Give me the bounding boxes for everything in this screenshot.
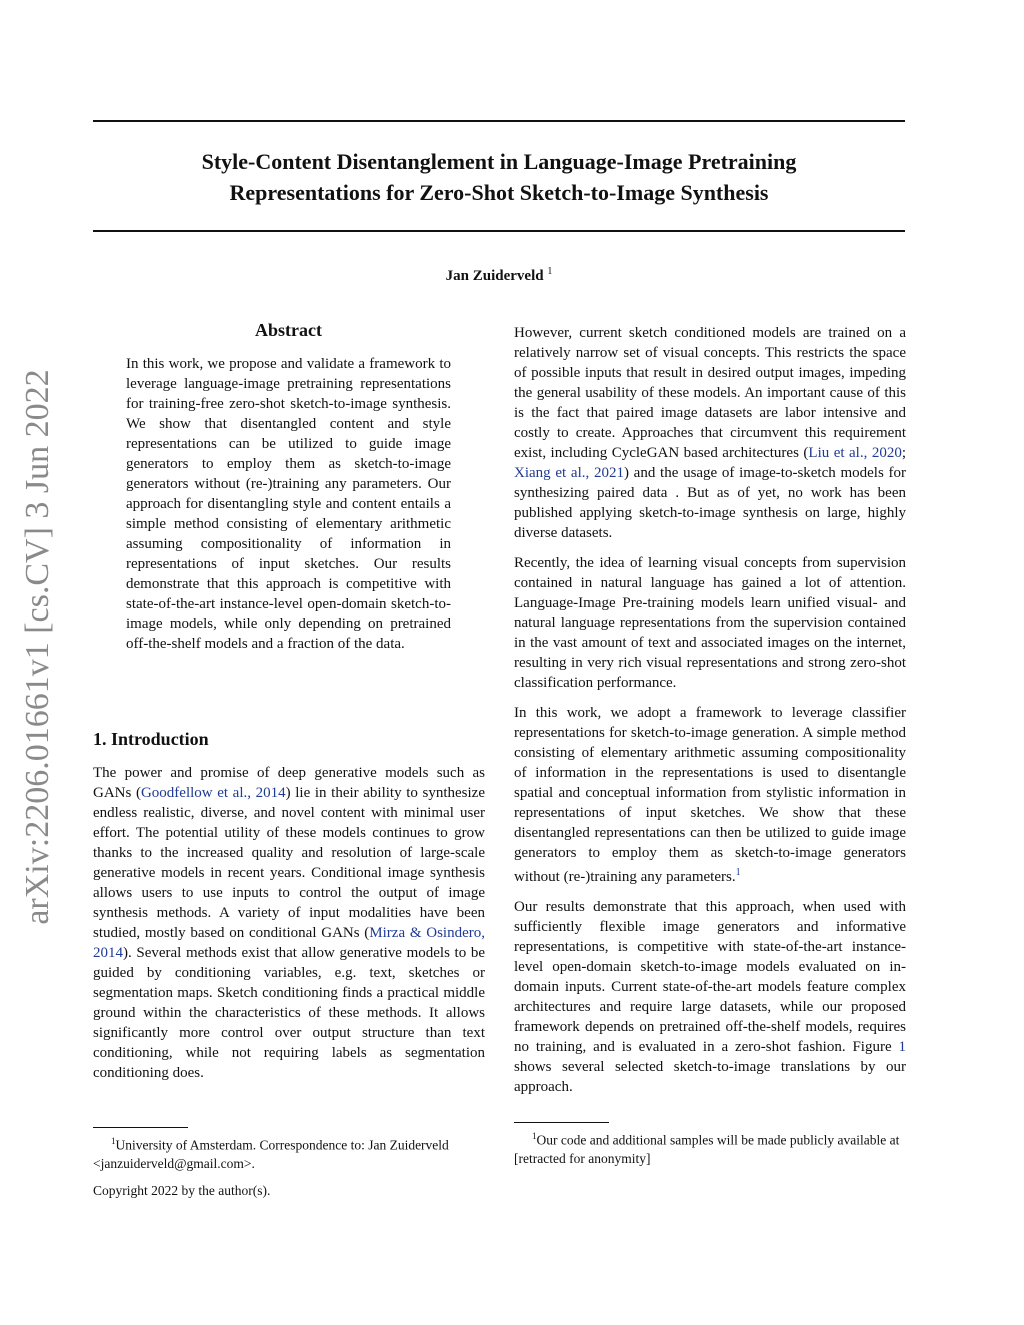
left-footnote-text: University of Amsterdam. Correspondence to: Jan Zuiderveld <janzuiderveld@gmail.com>. — [93, 1137, 449, 1171]
citation-xiang[interactable]: Xiang et al., 2021 — [514, 465, 624, 481]
copyright-note: Copyright 2022 by the author(s). — [93, 1183, 271, 1198]
right-column-body — [514, 323, 906, 1107]
citation-mirza[interactable]: Mirza & Osindero, 2014 — [93, 925, 485, 961]
figure-ref-1[interactable]: 1 — [898, 1039, 906, 1055]
left-footnote-mark: 1 — [111, 1136, 116, 1146]
title-line-2: Representations for Zero-Shot Sketch-to-Image Synthesis — [229, 180, 769, 205]
introduction-body — [93, 763, 485, 1093]
right-footnote-rule — [514, 1122, 609, 1123]
introduction-heading: 1. Introduction — [93, 729, 209, 749]
right-paragraph-2: Recently, the idea of learning visual concepts from supervision contained in natural language has gained a lot of attention. Language-Image Pre-training models learn unified visual- and natural language representations from the supervision contained in the vast amount of text and associated images on the internet, resulting in very rich visual representations and strong zero-shot classification performance. — [514, 555, 906, 691]
right-footnote-text: Our code and additional samples will be made publicly available at [retracted for anonymity] — [514, 1132, 900, 1166]
right-paragraph-1: However, current sketch conditioned models are trained on a relatively narrow set of visual concepts. This restricts the space of possible inputs that result in desired output images, impeding the general usability of these models. An important cause of this is the fact that paired image datasets are labor intensive and costly to create. Approaches that circumvent this requirement exist, including CycleGAN based architectures (Liu et al., 2020; Xiang et al., 2021) and the usage of image-to-sketch models for synthesizing paired data . But as of yet, no work has been published applying sketch-to-image synthesis on large, highly diverse datasets. — [514, 325, 907, 541]
right-footnote — [514, 1127, 906, 1168]
abstract-body — [126, 354, 451, 664]
paper-title — [93, 146, 905, 208]
arxiv-sidebar-stamp: arXiv:2206.01661v1 [cs.CV] 3 Jun 2022 — [19, 369, 56, 925]
citation-liu[interactable]: Liu et al., 2020 — [808, 445, 902, 461]
left-footnote — [93, 1132, 485, 1173]
left-footnote-rule — [93, 1127, 188, 1128]
abstract-heading: Abstract — [255, 320, 322, 340]
citation-goodfellow[interactable]: Goodfellow et al., 2014 — [140, 785, 286, 801]
footnote-ref-1[interactable]: 1 — [735, 867, 741, 878]
right-footnote-mark: 1 — [532, 1131, 537, 1141]
author-name: Jan Zuiderveld — [445, 268, 544, 284]
author-affiliation-mark: 1 — [547, 266, 553, 277]
intro-paragraph-1: The power and promise of deep generative models such as GANs (Goodfellow et al., 2014) lie in their ability to synthesize endless realistic, diverse, and novel content with minimal user effort. The potential utility of these models continues to grow thanks to the increased quality and resolution of large-scale generative models in recent years. Conditional image synthesis allows users to use inputs to control the output of image synthesis methods. A variety of input modalities have been studied, mostly based on conditional GANs (Mirza & Osindero, 2014). Several methods exist that allow generative models to be guided by conditioning variables, e.g. text, sketches or segmentation maps. Sketch conditioning finds a practical middle ground within the characteristics of these methods. It allows significantly more control over output structure than text conditioning, while not requiring labels as segmentation conditioning does. — [93, 765, 485, 1081]
title-top-rule — [93, 120, 905, 122]
abstract-text: In this work, we propose and validate a framework to leverage language-image pretraining representations for training-free zero-shot sketch-to-image synthesis. We show that disentangled content and style representations can be utilized to guide image generators to employ them as sketch-to-image generators without (re-)training any parameters. Our approach for disentangling style and content entails a simple method consisting of elementary arithmetic assuming compositionality of information in representations of input sketches. Our results demonstrate that this approach is competitive with state-of-the-art instance-level open-domain sketch-to-image models, while only depending on pretrained off-the-shelf models and a fraction of the data. — [126, 356, 451, 652]
title-line-1: Style-Content Disentanglement in Language-Image Pretraining — [201, 149, 797, 174]
right-paragraph-3: In this work, we adopt a framework to leverage classifier representations for sketch-to-image generation. A simple method consisting of elementary arithmetic assuming compositionality of information in the representations is used to disentangle spatial and conceptual information from stylistic information in representations of input sketches. We show that these disentangled representations can then be utilized to guide image generators to employ them as sketch-to-image generators without (re-)training any parameters.$^1$ — [514, 705, 906, 885]
right-paragraph-4: Our results demonstrate that this approach, when used with sufficiently flexible image generators and informative representations, is competitive with state-of-the-art instance-level open-domain sketch-to-image models evaluated on in-domain inputs. Current state-of-the-art models feature complex architectures and require large datasets, while our proposed framework depends on pretrained off-the-shelf models, requires no training, and is evaluated in a zero-shot fashion. Figure 1 shows several selected sketch-to-image translations by our approach. — [514, 899, 906, 1095]
title-bottom-rule — [93, 230, 905, 232]
author-line — [93, 266, 905, 285]
